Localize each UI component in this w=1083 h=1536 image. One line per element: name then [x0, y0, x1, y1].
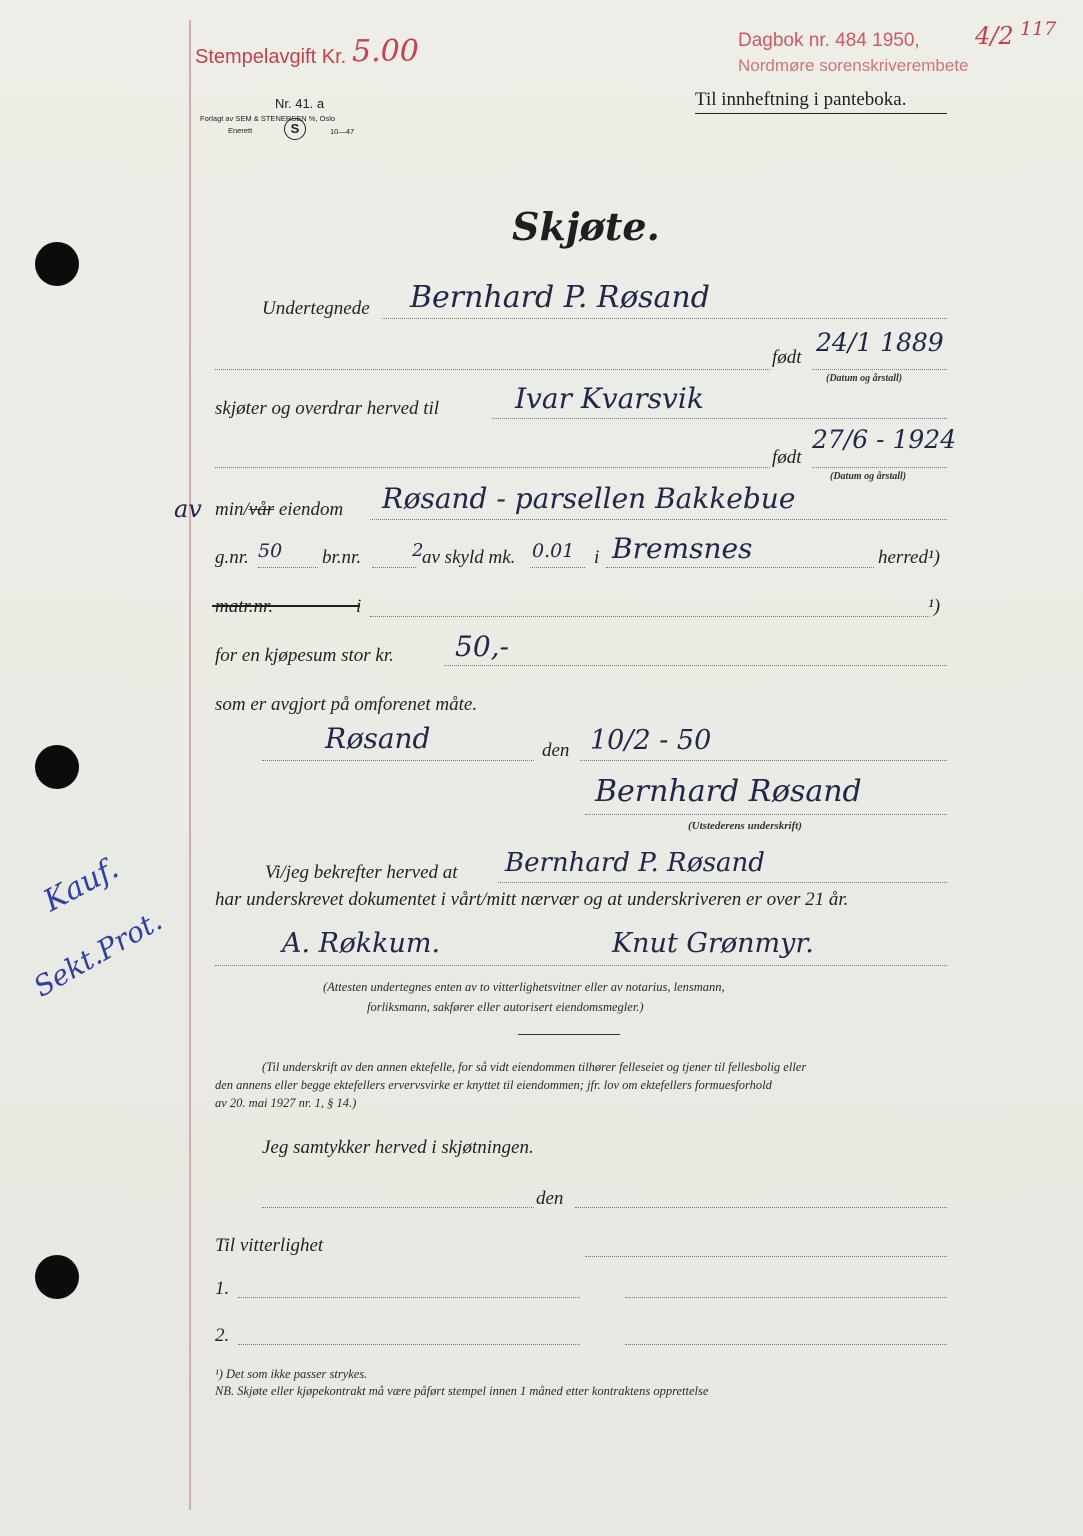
born2-date: 27/6 - 1924: [812, 425, 957, 454]
witness-confirm-name: Bernhard P. Røsand: [505, 848, 765, 878]
witness-1-line-left: [238, 1297, 580, 1298]
property-label-var-struck: vår: [248, 499, 275, 520]
witness-heading: Til vitterlighet: [215, 1235, 324, 1256]
journal-date: 4/2: [975, 22, 1014, 50]
stamp-duty-value: 5.00: [352, 34, 419, 69]
witness-2-label: 2.: [215, 1325, 230, 1346]
matr-strikethrough: [212, 605, 360, 607]
herred-label: herred¹): [878, 547, 940, 568]
skyld-label: av skyld mk.: [422, 547, 516, 568]
consent-place-line: [262, 1207, 534, 1208]
witness-confirm-line: [498, 882, 947, 883]
settled-label: som er avgjort på omforenet måte.: [215, 694, 478, 715]
punch-hole: [35, 242, 79, 286]
brnr-value: 2: [412, 540, 424, 561]
born1-leading-line: [215, 369, 770, 370]
court-office: Nordmøre sorenskriverembete: [738, 56, 969, 75]
attest-note-line2: forliksmann, sakfører eller autorisert eiendomsmegler.): [367, 1000, 644, 1014]
transfer-label: skjøter og overdrar herved til: [215, 398, 440, 419]
undersigned-line: [382, 318, 947, 319]
spouse-note-line2: den annens eller begge ektefellers ervervsvirke er knyttet til eiendommen; jfr. lov om ektefellers formuesforhold: [215, 1078, 772, 1092]
undersigned-label: Undertegnede: [262, 298, 370, 319]
born2-leading-line: [215, 467, 770, 468]
publisher-rights: Enerett: [228, 126, 253, 135]
consent-den-label: den: [536, 1188, 564, 1209]
attest-note-line1: (Attesten undertegnes enten av to vitterlighetsvitner eller av notarius, lensmann,: [323, 980, 725, 994]
binding-underline: [695, 113, 947, 114]
witness-2-line-left: [238, 1344, 580, 1345]
born1-hint: (Datum og årstall): [826, 373, 903, 384]
property-label: [215, 499, 343, 521]
matr-label: matr.nr.: [215, 596, 274, 617]
price-label: for en kjøpesum stor kr.: [215, 645, 394, 666]
witness-signatures-line: [215, 965, 947, 966]
publisher-line: Forlagt av SEM & STENERSEN %, Oslo: [200, 114, 336, 123]
footnote: ¹) Det som ikke passer strykes.: [215, 1367, 368, 1381]
date-den-label: den: [542, 740, 570, 761]
witness1-signature: A. Røkkum.: [282, 928, 441, 959]
i-label: i: [594, 547, 600, 568]
born2-line: [812, 467, 947, 468]
section-divider: [518, 1034, 620, 1035]
born1-label: født: [772, 347, 802, 368]
punch-hole: [35, 1255, 79, 1299]
price-value: 50,-: [455, 630, 509, 663]
municipality-line: [606, 567, 874, 568]
spouse-note-line1: (Til underskrift av den annen ektefelle, for så vidt eiendommen tilhører felleseiet og tjener til fellesbolig eller: [262, 1060, 807, 1074]
publisher-code: 10—47: [330, 127, 355, 136]
place-value: Røsand: [325, 722, 431, 755]
binding-note: Til innheftning i panteboka.: [695, 89, 907, 110]
transfer-name: Ivar Kvarsvik: [515, 382, 704, 415]
margin-annotation-line2: Sekt.Prot.: [28, 903, 168, 1004]
skyld-line: [530, 567, 585, 568]
brnr-label: br.nr.: [322, 547, 362, 568]
born2-label: født: [772, 447, 802, 468]
undersigned-name: Bernhard P. Røsand: [410, 280, 710, 315]
matr-line: [370, 616, 930, 617]
stamp-duty-label: Stempelavgift Kr.: [195, 46, 347, 68]
born1-date: 24/1 1889: [816, 328, 944, 357]
signature-line: [585, 814, 947, 815]
document-title: Skjøte.: [512, 204, 660, 249]
spouse-note-line3: av 20. mai 1927 nr. 1, § 14.): [215, 1096, 357, 1110]
brnr-line: [372, 567, 416, 568]
gnr-value: 50: [258, 540, 283, 562]
witness-statement: har underskrevet dokumentet i vårt/mitt nærvær og at underskriveren er over 21 år.: [215, 889, 849, 910]
date-value: 10/2 - 50: [590, 725, 712, 756]
signature-hint: (Utstederens underskrift): [688, 820, 802, 832]
property-prefix: av: [174, 495, 202, 523]
witness-2-line-right: [625, 1344, 947, 1345]
property-name: Røsand - parsellen Bakkebue: [382, 482, 796, 515]
date-line: [580, 760, 947, 761]
property-line: [370, 519, 947, 520]
price-line: [444, 665, 947, 666]
margin-rule: [189, 20, 191, 1510]
property-label-end: eiendom: [274, 499, 344, 520]
matr-i-label: i: [356, 596, 362, 617]
matr-footnote-mark: ¹): [928, 596, 941, 617]
form-number: Nr. 41. a: [275, 96, 325, 111]
witness-1-label: 1.: [215, 1278, 230, 1299]
gnr-label: g.nr.: [215, 547, 249, 568]
witness-confirm-label: Vi/jeg bekrefter herved at: [265, 862, 458, 883]
property-label-min: min/: [215, 499, 249, 520]
punch-hole: [35, 745, 79, 789]
born1-line: [812, 369, 947, 370]
nb-note: NB. Skjøte eller kjøpekontrakt må være påført stempel innen 1 måned etter kontraktens opprettelse: [215, 1384, 709, 1398]
page-number: 117: [1020, 18, 1057, 40]
transfer-line: [492, 418, 947, 419]
journal-number: Dagbok nr. 484 1950,: [738, 30, 920, 51]
consent-date-line: [575, 1207, 947, 1208]
consent-signature-line: [585, 1256, 947, 1257]
issuer-signature: Bernhard Røsand: [595, 774, 862, 809]
municipality-value: Bremsnes: [612, 532, 753, 565]
place-line: [262, 760, 534, 761]
skyld-value: 0.01: [532, 540, 575, 562]
consent-label: Jeg samtykker herved i skjøtningen.: [262, 1137, 534, 1158]
born2-hint: (Datum og årstall): [830, 471, 907, 482]
witness2-signature: Knut Grønmyr.: [612, 928, 814, 959]
margin-annotation-line1: Kauf.: [38, 850, 125, 919]
gnr-line: [258, 567, 318, 568]
publisher-logo-icon: S: [284, 118, 306, 140]
witness-1-line-right: [625, 1297, 947, 1298]
